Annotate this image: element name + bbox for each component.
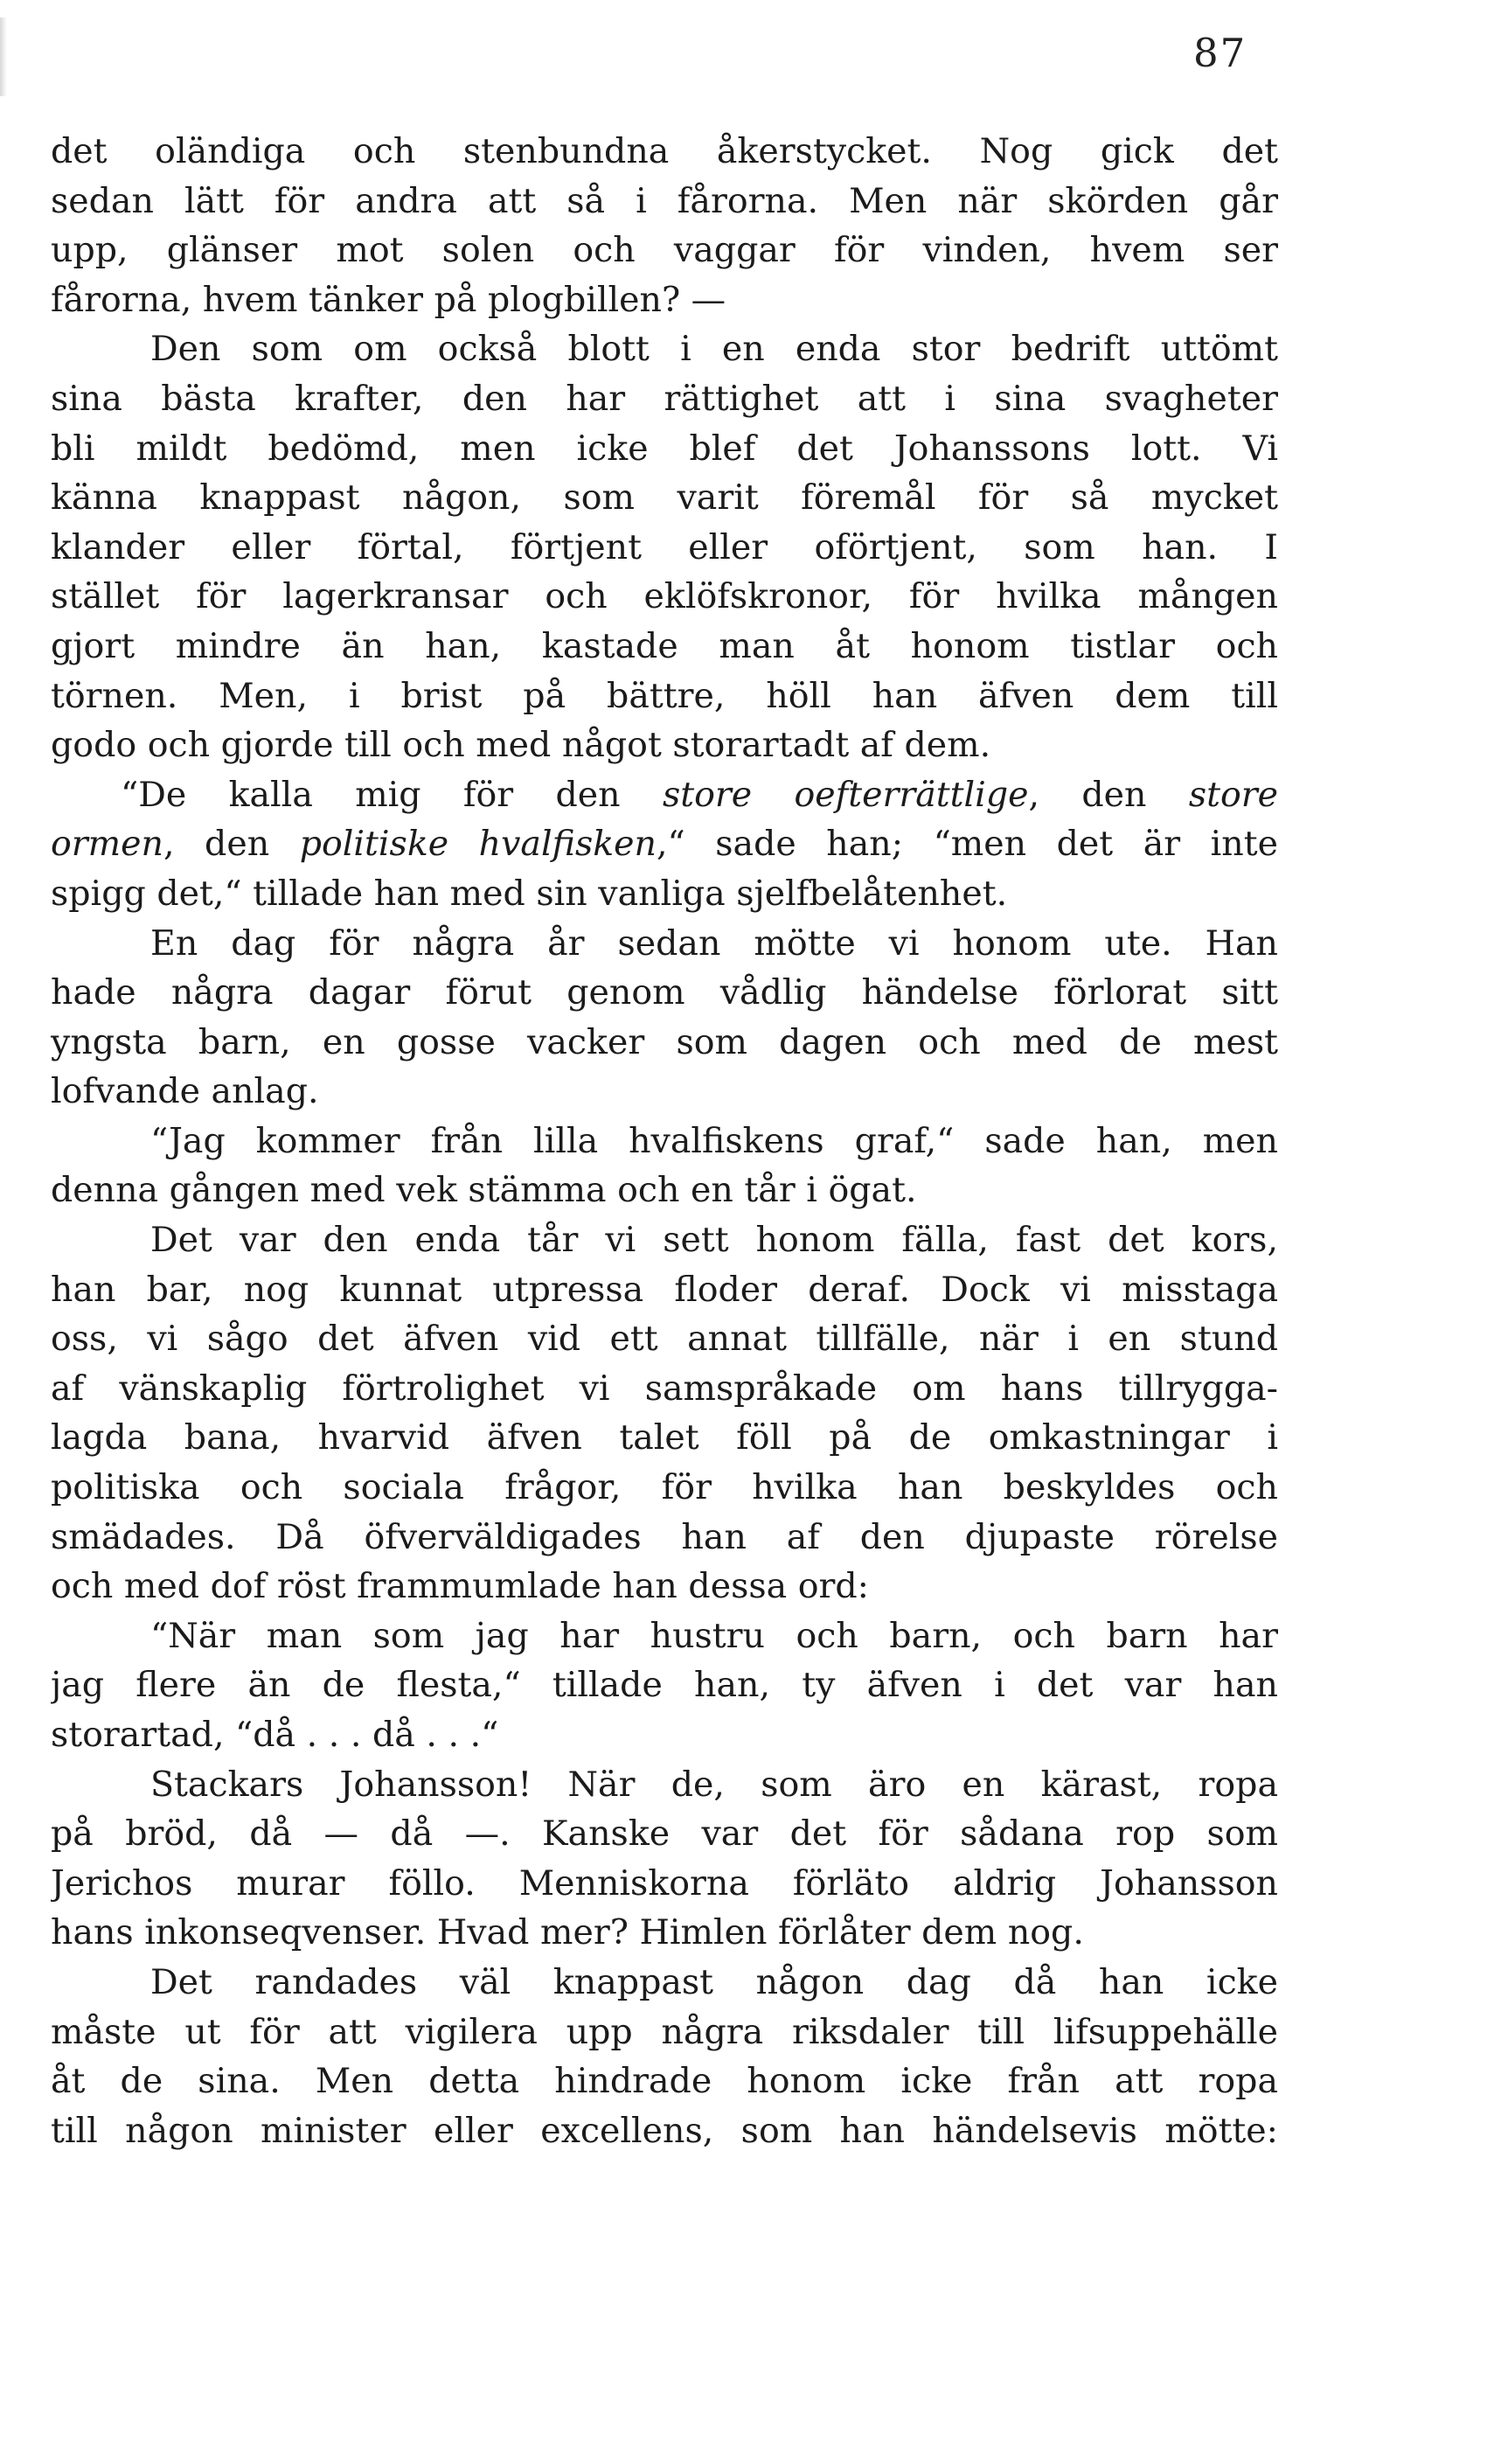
quote-italic-segment: store oefterrättlige [662,774,1029,815]
text-line: stället för lagerkransar och eklöfskronor, för hvilka mången [51,576,1278,617]
text-line-quote [51,819,1278,869]
text-line: åt de sina. Men detta hindrade honom icke från att ropa [51,2061,1278,2102]
text-line: jag flere än de flesta,“ tillade han, ty äfven i det var han [51,1665,1278,1706]
text-line: fårorna, hvem tänker på plogbillen? — [51,279,726,320]
text-line: känna knappast någon, som varit föremål för så mycket [51,477,1278,519]
text-line: det oländiga och stenbundna åkerstycket. Nog gick det [51,131,1278,171]
text-line: Jerichos murar föllo. Menniskorna förläto aldrig Johansson [51,1862,1278,1904]
text-line: upp, glänser mot solen och vaggar för vinden, hvem ser [51,230,1278,271]
quote-italic-segment: politiske hvalfisken [299,824,657,865]
text-line: politiska och sociala frågor, för hvilka han beskyldes och [51,1467,1278,1508]
text-line: på bröd, då — då —. Kanske var det för sådana rop som [51,1813,1278,1855]
page-number: 87 [1193,30,1247,76]
text-line: hans inkonseqvenser. Hvad mer? Himlen förlåter dem nog. [51,1912,1084,1953]
quote-segment: “De kalla mig för den [121,774,663,815]
quote-segment: , den [1028,774,1189,815]
text-line: spigg det,“ tillade han med sin vanliga sjelfbelåtenhet. [51,873,1008,914]
text-line: bli mildt bedömd, men icke blef det Johanssons lott. Vi [51,428,1278,469]
text-line: törnen. Men, i brist på bättre, höll han äfven dem till [51,675,1278,716]
text-line: han bar, nog kunnat utpressa floder deraf. Dock vi misstaga [51,1269,1278,1310]
text-line: och med dof röst frammumlade han dessa ord: [51,1566,869,1607]
text-line: godo och gjorde till och med något storartadt af dem. [51,725,991,766]
text-line: till någon minister eller excellens, som han händelsevis mötte: [51,2110,1278,2151]
text-line: yngsta barn, en gosse vacker som dagen och med de mest [51,1021,1278,1062]
text-line: lofvande anlag. [51,1071,319,1112]
quote-italic-segment: store [1188,774,1278,815]
quote-italic-segment: ormen [51,824,163,865]
text-line: Det var den enda tår vi sett honom fälla, fast det kors, [150,1220,1278,1261]
text-line: måste ut för att vigilera upp några riksdaler till lifsuppehälle [51,2011,1278,2052]
text-line: Den som om också blott i en enda stor bedrift uttömt [150,329,1278,370]
text-line: Stackars Johansson! När de, som äro en kärast, ropa [150,1764,1278,1805]
text-line: hade några dagar förut genom vådlig händelse förlorat sitt [51,972,1278,1013]
text-line: “När man som jag har hustru och barn, och barn har [150,1615,1278,1656]
text-line: denna gången med vek stämma och en tår i ögat. [51,1170,917,1211]
page-edge-shadow [0,17,7,96]
text-line-quote [51,770,1278,820]
body-text [51,127,1278,2155]
quote-segment: , den [163,824,300,865]
text-line: Det randades väl knappast någon dag då han icke [150,1961,1278,2002]
text-line: sedan lätt för andra att så i fårorna. Men när skörden går [51,180,1278,221]
text-line: En dag för några år sedan mötte vi honom ute. Han [150,922,1278,964]
text-line: oss, vi sågo det äfven vid ett annat tillfälle, när i en stund [51,1319,1278,1360]
text-line: klander eller förtal, förtjent eller oförtjent, som han. I [51,526,1278,567]
text-line: sina bästa krafter, den har rättighet att i sina svagheter [51,378,1278,419]
text-line: “Jag kommer från lilla hvalfiskens graf,“ sade han, men [150,1120,1278,1161]
text-line: smädades. Då öfverväldigades han af den djupaste rörelse [51,1516,1278,1557]
quote-segment: ,“ sade han; “men det är inte [656,824,1278,865]
text-line: gjort mindre än han, kastade man åt honom tistlar och [51,625,1278,666]
text-line: lagda bana, hvarvid äfven talet föll på de omkastningar i [51,1417,1278,1458]
text-line: af vänskaplig förtrolighet vi samspråkade om hans tillrygga- [51,1368,1278,1409]
text-line: storartad, “då . . . då . . .“ [51,1715,499,1755]
